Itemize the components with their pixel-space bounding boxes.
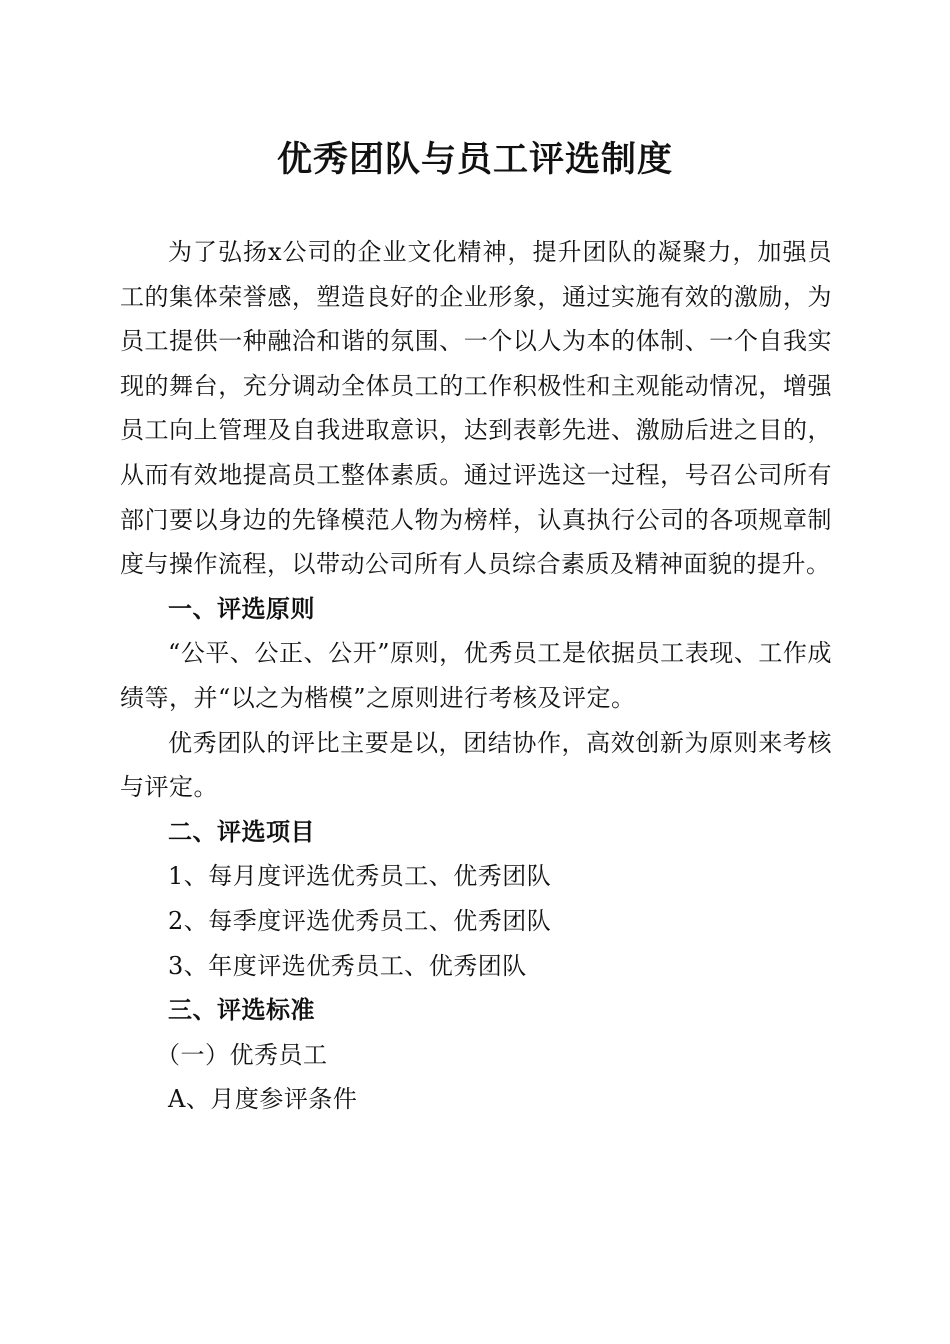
section-heading-items: 二、评选项目 bbox=[168, 817, 315, 846]
document-body bbox=[120, 230, 832, 1122]
list-item: A、月度参评条件 bbox=[168, 1085, 358, 1114]
section-heading-principles: 一、评选原则 bbox=[168, 594, 315, 623]
list-item: 1、每月度评选优秀员工、优秀团队 bbox=[168, 862, 552, 891]
principles-paragraph-2: 优秀团队的评比主要是以，团结协作，高效创新为原则来考核与评定。 bbox=[120, 728, 832, 802]
section-heading-standards: 三、评选标准 bbox=[168, 996, 315, 1025]
principles-paragraph-1: “公平、公正、公开”原则，优秀员工是依据员工表现、工作成绩等，并“以之为楷模”之原则进行考核及评定。 bbox=[120, 639, 832, 712]
document-title: 优秀团队与员工评选制度 bbox=[276, 140, 673, 180]
subsection-heading-excellent-employee: （一）优秀员工 bbox=[156, 1040, 328, 1069]
list-item: 3、年度评选优秀员工、优秀团队 bbox=[168, 951, 527, 980]
list-item: 2、每季度评选优秀员工、优秀团队 bbox=[168, 906, 552, 935]
intro-paragraph: 为了弘扬x公司的企业文化精神，提升团队的凝聚力，加强员工的集体荣誉感，塑造良好的企业形象，通过实施有效的激励，为员工提供一种融洽和谐的氛围、一个以人为本的体制、一个自我实现的舞台，充分调动全体员工的工作积极性和主观能动情况，增强员工向上管理及自我进取意识，达到表彰先进、激励后进之目的，从而有效地提高员工整体素质。通过评选这一过程，号召公司所有部门要以身边的先锋模范人物为榜样，认真执行公司的各项规章制度与操作流程，以带动公司所有人员综合素质及精神面貌的提升。 bbox=[120, 238, 832, 579]
